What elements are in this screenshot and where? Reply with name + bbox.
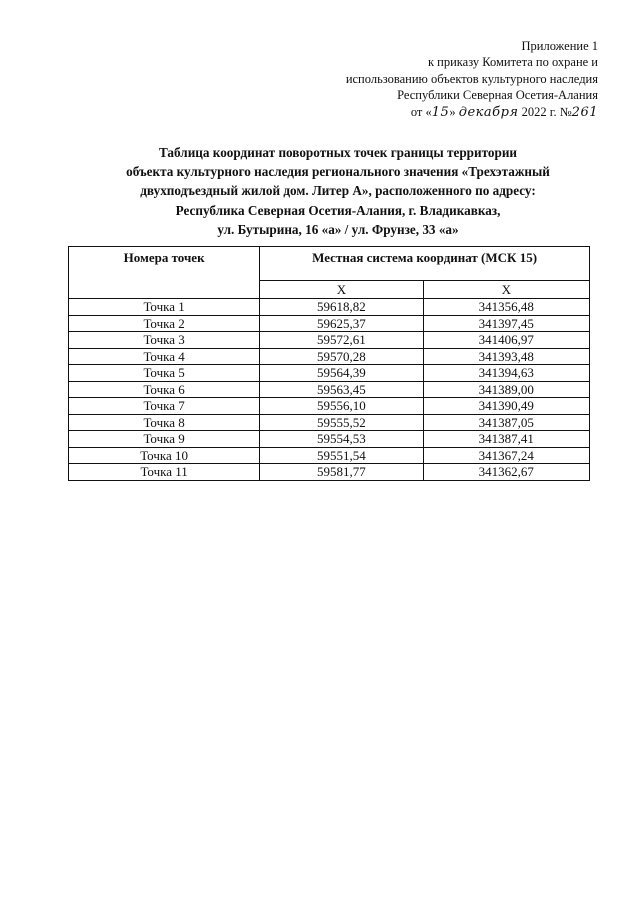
coord-y: 341367,24 (423, 447, 589, 464)
table-row (69, 414, 590, 431)
point-name: Точка 11 (69, 464, 260, 481)
point-name: Точка 9 (69, 431, 260, 448)
coord-x: 59554,53 (260, 431, 423, 448)
coordinates-table (68, 246, 590, 481)
header-point-numbers: Номера точек (69, 247, 260, 299)
point-name: Точка 8 (69, 414, 260, 431)
table-row (69, 365, 590, 382)
committee-name: использованию объектов культурного наследия (345, 71, 598, 86)
coord-x: 59581,77 (260, 464, 423, 481)
coord-y: 341389,00 (423, 381, 589, 398)
coord-y: 341356,48 (423, 299, 589, 316)
table-row (69, 315, 590, 332)
table-row (69, 447, 590, 464)
table-row (69, 381, 590, 398)
date-month: декабря (458, 104, 519, 120)
coord-y: 341393,48 (423, 348, 589, 365)
appendix-title: Приложение 1 (521, 39, 598, 53)
title-line-2: объекта культурного наследия регионального значения «Трехэтажный (126, 164, 550, 180)
coord-y: 341406,97 (423, 332, 589, 349)
date-day: 15 (431, 104, 450, 120)
coord-y: 341387,41 (423, 431, 589, 448)
coord-x: 59618,82 (260, 299, 423, 316)
document-title (60, 143, 616, 239)
title-line-4: Республика Северная Осетия-Алания, г. Владикавказ, (175, 202, 501, 218)
date-mid: » (449, 104, 456, 119)
table-row (69, 332, 590, 349)
coord-y: 341362,67 (423, 464, 589, 481)
table-row (69, 398, 590, 415)
point-name: Точка 4 (69, 348, 260, 365)
coord-y: 341387,05 (423, 414, 589, 431)
coord-y: 341394,63 (423, 365, 589, 382)
coord-x: 59551,54 (260, 447, 423, 464)
date-prefix: от « (410, 104, 432, 119)
coord-y: 341390,49 (423, 398, 589, 415)
point-name: Точка 6 (69, 381, 260, 398)
point-name: Точка 10 (69, 447, 260, 464)
table-row (69, 464, 590, 481)
order-reference: к приказу Комитета по охране и (427, 55, 598, 70)
table-row (69, 431, 590, 448)
coord-y: 341397,45 (423, 315, 589, 332)
point-name: Точка 5 (69, 365, 260, 382)
date-year: 2022 г. № (521, 104, 572, 119)
coord-x: 59625,37 (260, 315, 423, 332)
order-number: 261 (571, 104, 598, 120)
table-row (69, 299, 590, 316)
header-coordinate-system: Местная система координат (МСК 15) (260, 247, 590, 281)
coord-x: 59572,61 (260, 332, 423, 349)
table-row (69, 348, 590, 365)
point-name: Точка 7 (69, 398, 260, 415)
coord-x: 59564,39 (260, 365, 423, 382)
coord-x: 59555,52 (260, 414, 423, 431)
coord-x: 59563,45 (260, 381, 423, 398)
point-name: Точка 3 (69, 332, 260, 349)
header-axis-x: X (260, 281, 423, 299)
order-date-line (346, 104, 598, 121)
header-axis-second: X (423, 281, 589, 299)
point-name: Точка 1 (69, 299, 260, 316)
title-line-5: ул. Бутырина, 16 «а» / ул. Фрунзе, 33 «а» (217, 221, 459, 237)
coord-x: 59556,10 (260, 398, 423, 415)
republic-name: Республики Северная Осетия-Алания (397, 88, 598, 103)
appendix-header (346, 38, 598, 121)
title-line-1: Таблица координат поворотных точек границы территории (158, 145, 518, 160)
point-name: Точка 2 (69, 315, 260, 332)
coord-x: 59570,28 (260, 348, 423, 365)
title-line-3: двухподъездный жилой дом. Литер А», расположенного по адресу: (140, 183, 536, 199)
